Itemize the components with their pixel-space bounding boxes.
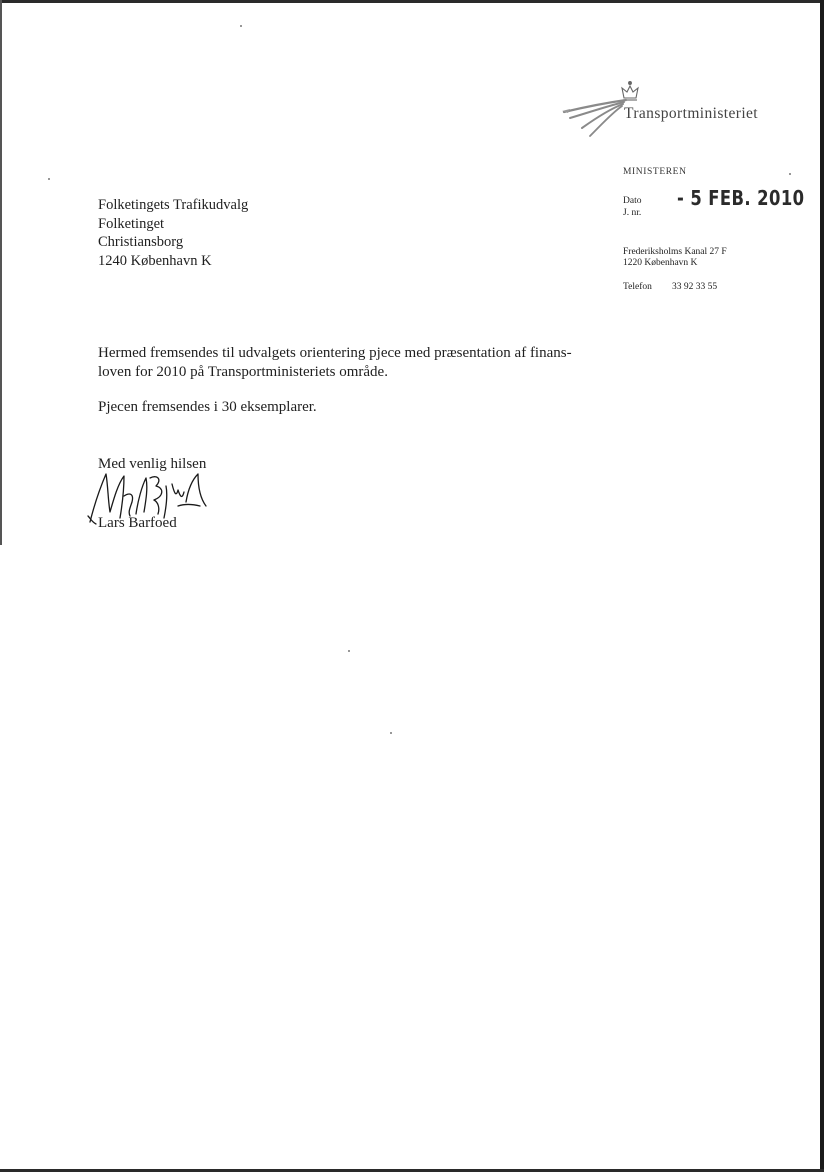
scan-speck xyxy=(390,732,392,734)
date-label: Dato xyxy=(623,196,642,206)
ministry-name: Transportministeriet xyxy=(624,105,759,122)
handwritten-signature xyxy=(84,466,224,528)
recipient-line: Folketingets Trafikudvalg xyxy=(98,197,249,213)
address-city: 1220 København K xyxy=(623,258,698,268)
body-line: loven for 2010 på Transportministeriets område. xyxy=(98,364,388,380)
scan-speck xyxy=(348,650,350,652)
date-stamp: - 5 FEB. 2010 xyxy=(677,186,805,210)
body-line: Hermed fremsendes til udvalgets orientering pjece med præsentation af finans- xyxy=(98,345,572,361)
recipient-address xyxy=(98,196,248,270)
phone-value: 33 92 33 55 xyxy=(672,282,718,292)
address-street: Frederiksholms Kanal 27 F xyxy=(623,247,727,257)
closing-salutation: Med venlig hilsen xyxy=(98,456,207,472)
recipient-line: 1240 København K xyxy=(98,252,212,269)
scan-edge-left xyxy=(0,0,2,545)
signer-name: Lars Barfoed xyxy=(98,515,177,531)
scan-edge-top xyxy=(0,0,824,3)
jnr-label: J. nr. xyxy=(623,208,642,218)
recipient-line: Christiansborg xyxy=(98,234,184,250)
ministry-logo xyxy=(560,78,790,158)
recipient-line: Folketinget xyxy=(98,215,165,232)
scan-speck xyxy=(240,25,242,27)
phone-label: Telefon xyxy=(623,282,652,292)
scan-edge-right xyxy=(820,0,824,1172)
body-paragraph xyxy=(98,344,618,382)
department-label: MINISTEREN xyxy=(623,167,687,177)
body-paragraph: Pjecen fremsendes i 30 eksemplarer. xyxy=(98,399,317,415)
scan-speck xyxy=(48,178,50,180)
scan-speck xyxy=(789,173,791,175)
letter-body xyxy=(98,344,618,433)
